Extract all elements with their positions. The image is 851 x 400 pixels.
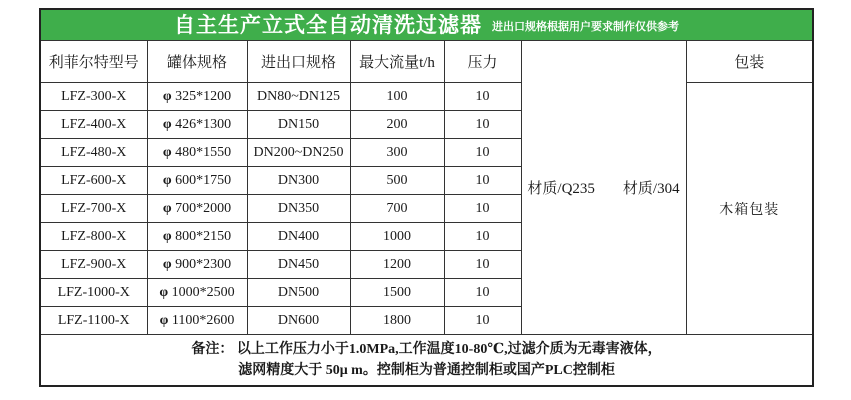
model-cell: LFZ-400-X: [40, 111, 147, 139]
table-row: [40, 83, 813, 111]
model-cell: LFZ-1000-X: [40, 279, 147, 307]
header-tank: 罐体规格: [147, 41, 247, 83]
flow-cell: 100: [350, 83, 444, 111]
flow-cell: 1800: [350, 307, 444, 335]
header-flow: 最大流量t/h: [350, 41, 444, 83]
flow-cell: 1500: [350, 279, 444, 307]
pressure-cell: 10: [444, 223, 521, 251]
pressure-cell: 10: [444, 307, 521, 335]
model-cell: LFZ-480-X: [40, 139, 147, 167]
pressure-cell: 10: [444, 111, 521, 139]
pressure-cell: 10: [444, 251, 521, 279]
port-cell: DN150: [247, 111, 350, 139]
pressure-cell: 10: [444, 167, 521, 195]
pressure-cell: 10: [444, 83, 521, 111]
tank-cell: φ 426*1300: [147, 111, 247, 139]
remark-line-2: 滤网精度大于 50μ m。控制柜为普通控制柜或国产PLC控制柜: [238, 363, 615, 378]
header-pressure: 压力: [444, 41, 521, 83]
flow-cell: 300: [350, 139, 444, 167]
tank-cell: φ 1000*2500: [147, 279, 247, 307]
title-bar: [40, 9, 813, 41]
flow-cell: 700: [350, 195, 444, 223]
port-cell: DN450: [247, 251, 350, 279]
filter-spec-table: [39, 8, 814, 387]
port-cell: DN200~DN250: [247, 139, 350, 167]
port-cell: DN600: [247, 307, 350, 335]
pressure-cell: 10: [444, 139, 521, 167]
flow-cell: 500: [350, 167, 444, 195]
model-cell: LFZ-900-X: [40, 251, 147, 279]
pressure-cell: 10: [444, 279, 521, 307]
page-title: 自主生产立式全自动清洗过滤器: [174, 13, 483, 37]
tank-cell: φ 600*1750: [147, 167, 247, 195]
tank-cell: φ 325*1200: [147, 83, 247, 111]
tank-cell: φ 800*2150: [147, 223, 247, 251]
port-cell: DN400: [247, 223, 350, 251]
header-packaging: 包装: [686, 41, 813, 83]
model-cell: LFZ-700-X: [40, 195, 147, 223]
tank-cell: φ 480*1550: [147, 139, 247, 167]
flow-cell: 1000: [350, 223, 444, 251]
model-cell: LFZ-600-X: [40, 167, 147, 195]
header-port: 进出口规格: [247, 41, 350, 83]
port-cell: DN500: [247, 279, 350, 307]
page-subtitle: 进出口规格根据用户要求制作仅供参考: [492, 20, 680, 33]
model-cell: LFZ-300-X: [40, 83, 147, 111]
port-cell: DN80~DN125: [247, 83, 350, 111]
remark-line-1: 备注： 以上工作压力小于1.0MPa,工作温度10-80℃,过滤介质为无毒害液体，: [191, 342, 662, 357]
header-model: 利菲尔特型号: [40, 41, 147, 83]
flow-cell: 1200: [350, 251, 444, 279]
remark-row: [40, 335, 813, 387]
header-row: [40, 41, 813, 83]
port-cell: DN300: [247, 167, 350, 195]
model-cell: LFZ-1100-X: [40, 307, 147, 335]
packaging-merged-cell: 木箱包装: [686, 83, 813, 335]
flow-cell: 200: [350, 111, 444, 139]
tank-cell: φ 900*2300: [147, 251, 247, 279]
tank-cell: φ 700*2000: [147, 195, 247, 223]
title-bar-row: [40, 9, 813, 41]
tank-cell: φ 1100*2600: [147, 307, 247, 335]
material-q235: 材质/Q235: [527, 181, 595, 197]
material-304: 材质/304: [622, 181, 680, 197]
remark-cell: [40, 335, 813, 387]
pressure-cell: 10: [444, 195, 521, 223]
model-cell: LFZ-800-X: [40, 223, 147, 251]
port-cell: DN350: [247, 195, 350, 223]
material-merged-cell: [521, 41, 686, 335]
